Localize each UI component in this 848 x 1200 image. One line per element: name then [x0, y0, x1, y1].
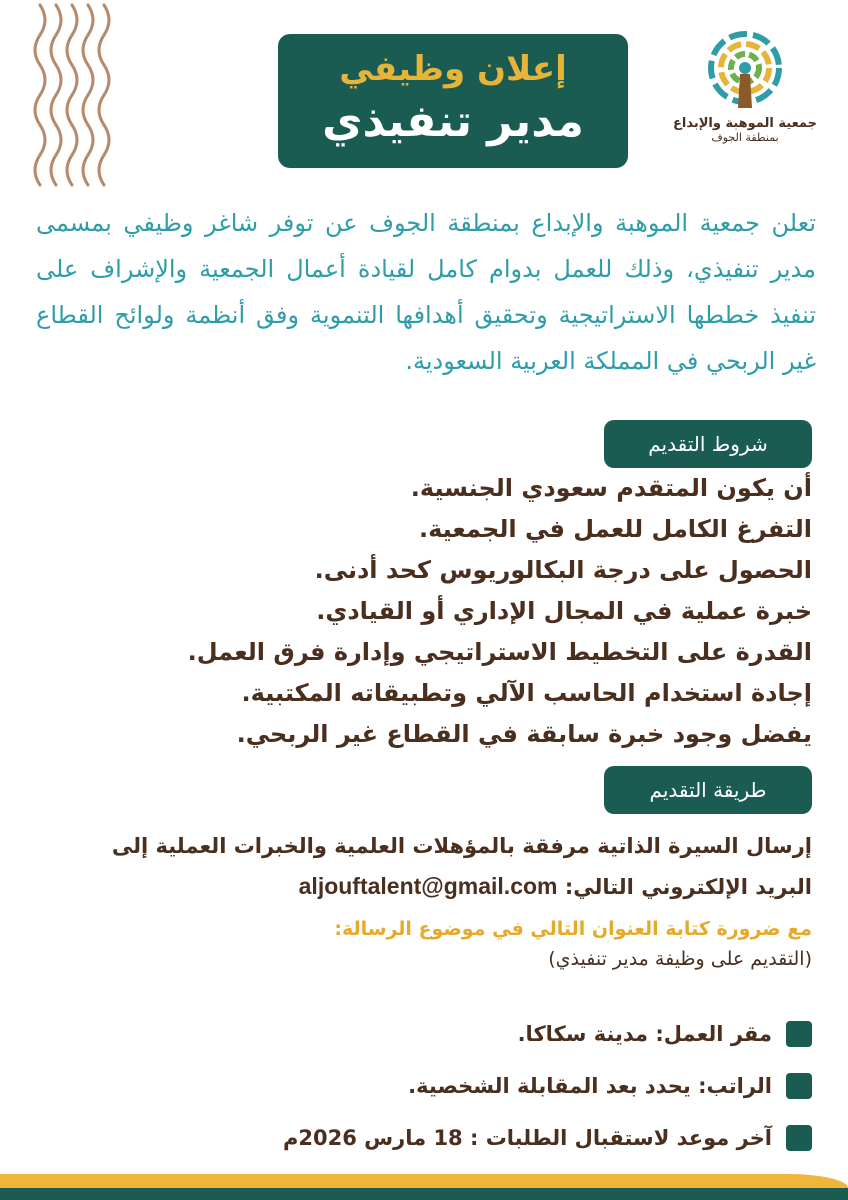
- job-title: مدير تنفيذي: [322, 96, 584, 147]
- info-text: الراتب: يحدد بعد المقابلة الشخصية.: [408, 1074, 772, 1098]
- method-heading: طريقة التقديم: [604, 766, 812, 814]
- info-list: [32, 1008, 812, 1164]
- conditions-list: [32, 468, 812, 755]
- organization-name: جمعية الموهبة والإبداع: [672, 116, 817, 131]
- condition-item: يفضل وجود خبرة سابقة في القطاع غير الربحي.: [236, 720, 812, 748]
- square-bullet-icon: [786, 1021, 812, 1047]
- organization-region: بمنطقة الجوف: [711, 131, 779, 144]
- email-label: البريد الإلكتروني التالي:: [564, 875, 812, 899]
- info-text: آخر موعد لاستقبال الطلبات : 18 مارس 2026م: [283, 1126, 772, 1150]
- square-bullet-icon: [786, 1125, 812, 1151]
- condition-item: أن يكون المتقدم سعودي الجنسية.: [410, 474, 812, 502]
- info-item-deadline: [32, 1112, 812, 1164]
- subject-text: (التقديم على وظيفة مدير تنفيذي): [548, 948, 812, 970]
- method-line: إرسال السيرة الذاتية مرفقة بالمؤهلات العلمية والخبرات العملية إلى: [111, 834, 812, 858]
- footer-teal-bar: [0, 1188, 848, 1200]
- email-line: [32, 866, 812, 907]
- announcement-label: إعلان وظيفي: [339, 49, 567, 89]
- decorative-waves-icon: [30, 0, 120, 195]
- condition-item: إجادة استخدام الحاسب الآلي وتطبيقاته المكتبية.: [241, 679, 812, 707]
- info-item-salary: [32, 1060, 812, 1112]
- tree-logo-icon: [700, 30, 790, 112]
- info-item-location: [32, 1008, 812, 1060]
- condition-item: القدرة على التخطيط الاستراتيجي وإدارة فرق العمل.: [187, 638, 812, 666]
- condition-item: التفرغ الكامل للعمل في الجمعية.: [418, 515, 812, 543]
- subject-note: [32, 914, 812, 974]
- info-text: مقر العمل: مدينة سكاكا.: [517, 1022, 772, 1046]
- method-text: [32, 826, 812, 907]
- job-title-box: [278, 34, 628, 168]
- conditions-heading: شروط التقديم: [604, 420, 812, 468]
- organization-logo: [665, 30, 825, 160]
- condition-item: خبرة عملية في المجال الإداري أو القيادي.: [316, 597, 812, 625]
- email-link[interactable]: aljouftalent@gmail.com: [298, 873, 558, 899]
- subject-instruction: مع ضرورة كتابة العنوان التالي في موضوع الرسالة:: [334, 918, 812, 940]
- condition-item: الحصول على درجة البكالوريوس كحد أدنى.: [314, 556, 812, 584]
- footer-gold-bar: [0, 1174, 848, 1188]
- intro-paragraph: تعلن جمعية الموهبة والإبداع بمنطقة الجوف عن توفر شاغر وظيفي بمسمى مدير تنفيذي، وذلك للعمل بدوام كامل لقيادة أعمال الجمعية والإشراف على تنفيذ خططها الاستراتيجية وتحقيق أهدافها التنموية وفق أنظمة ولوائح القطاع غير الربحي في المملكة العربية السعودية.: [36, 209, 816, 375]
- square-bullet-icon: [786, 1073, 812, 1099]
